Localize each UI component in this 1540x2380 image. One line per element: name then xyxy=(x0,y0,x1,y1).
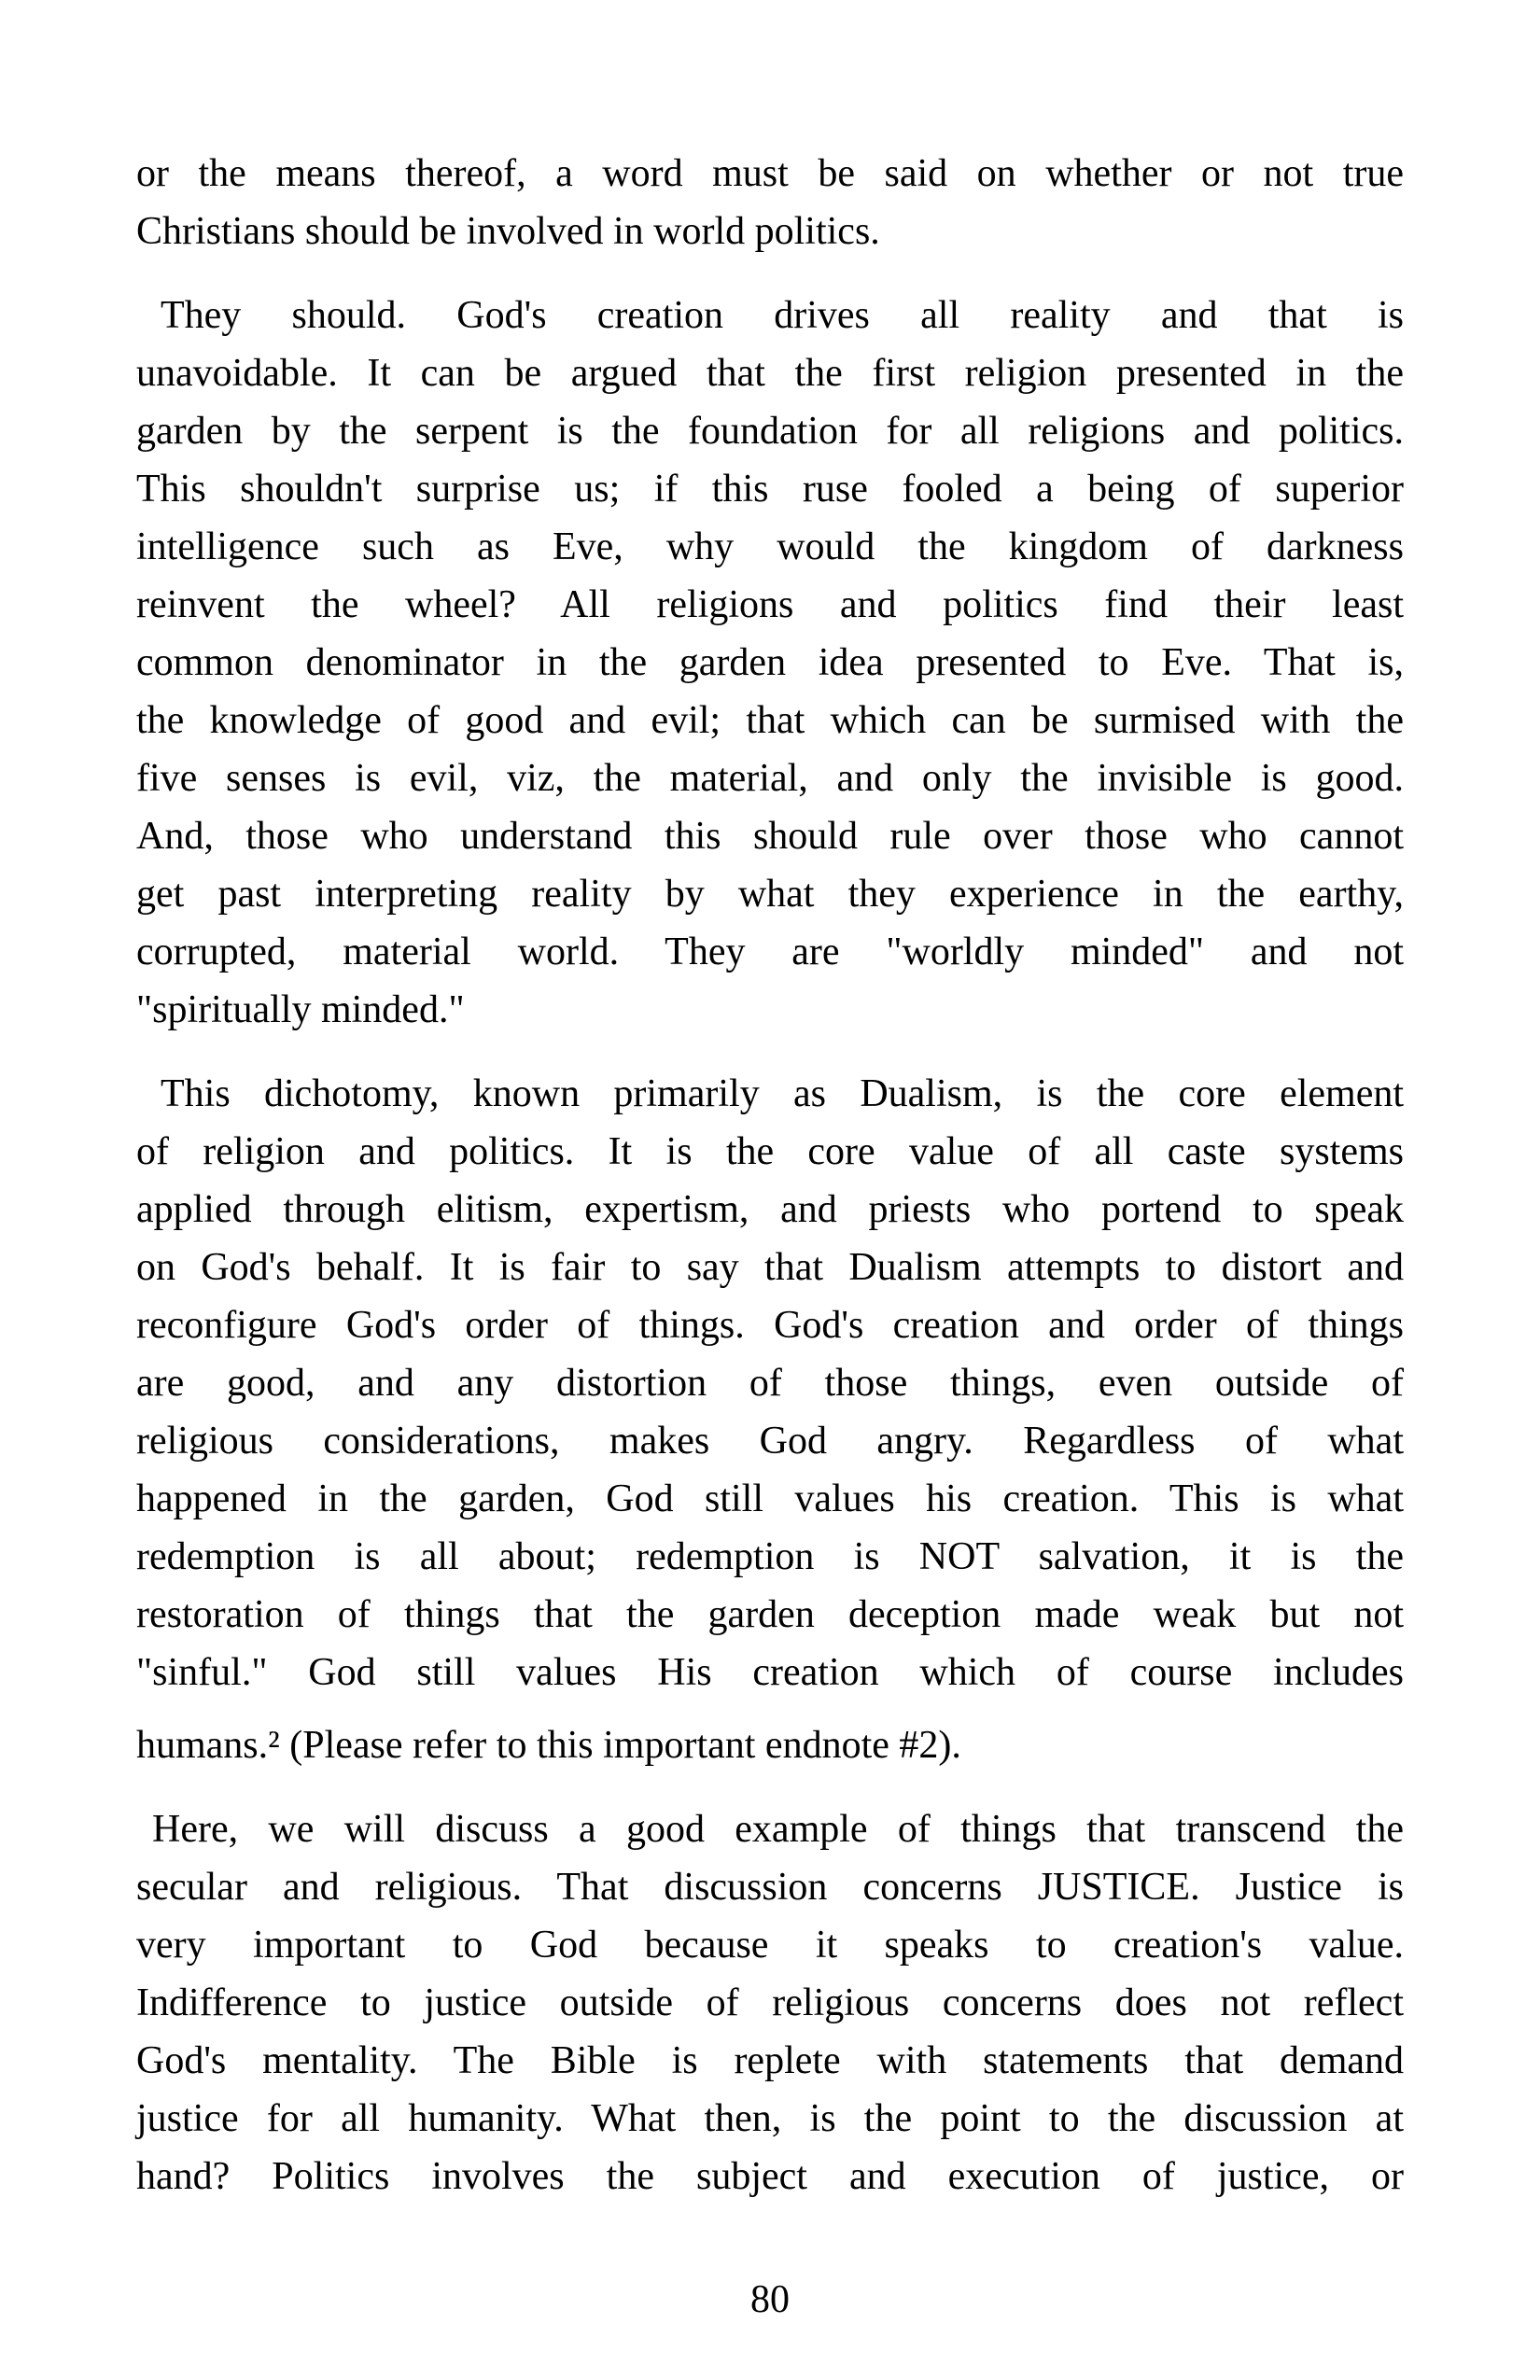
paragraph-3 xyxy=(136,1065,1404,1774)
text-line: Christians should be involved in world politics. xyxy=(136,210,880,253)
text-line: God's mentality. The Bible is replete with statements that demand xyxy=(136,2039,1404,2082)
text-line: unavoidable. It can be argued that the first religion presented in the xyxy=(136,352,1404,395)
text-line: or the means thereof, a word must be said on whether or not true xyxy=(136,152,1404,195)
page-number: 80 xyxy=(750,2278,790,2321)
text-line: hand? Politics involves the subject and execution of justice, or xyxy=(136,2155,1404,2198)
text-line: Here, we will discuss a good example of things that transcend the xyxy=(152,1808,1404,1851)
text-line: common denominator in the garden idea presented to Eve. That is, xyxy=(136,641,1404,684)
text-line: are good, and any distortion of those things, even outside of xyxy=(136,1362,1404,1405)
text-line: the knowledge of good and evil; that which can be surmised with the xyxy=(136,699,1404,742)
text-line: on God's behalf. It is fair to say that Dualism attempts to distort and xyxy=(136,1246,1404,1289)
text-line: very important to God because it speaks to creation's value. xyxy=(136,1924,1404,1967)
text-line: "spiritually minded." xyxy=(136,988,465,1031)
text-line: of religion and politics. It is the core value of all caste systems xyxy=(136,1130,1404,1173)
text-line: And, those who understand this should rule over those who cannot xyxy=(136,815,1404,858)
paragraph-4 xyxy=(136,1800,1404,2205)
paragraph-1 xyxy=(136,145,1404,260)
text-line: justice for all humanity. What then, is the point to the discussion at xyxy=(136,2097,1404,2140)
text-line: They should. God's creation drives all reality and that is xyxy=(161,294,1404,337)
text-line: This dichotomy, known primarily as Dualism, is the core element xyxy=(161,1072,1404,1115)
text-line: secular and religious. That discussion concerns JUSTICE. Justice is xyxy=(136,1866,1404,1909)
text-line: religious considerations, makes God angry. Regardless of what xyxy=(136,1420,1404,1463)
paragraph-2 xyxy=(136,287,1404,1039)
text-line: reconfigure God's order of things. God's creation and order of things xyxy=(136,1304,1404,1347)
text-line: This shouldn't surprise us; if this ruse fooled a being of superior xyxy=(136,468,1404,511)
text-line: applied through elitism, expertism, and priests who portend to speak xyxy=(136,1188,1404,1231)
text-line: reinvent the wheel? All religions and politics find their least xyxy=(136,583,1404,626)
text-line: corrupted, material world. They are "worldly minded" and not xyxy=(136,931,1404,973)
text-line: happened in the garden, God still values his creation. This is what xyxy=(136,1477,1404,1520)
text-line: restoration of things that the garden deception made weak but not xyxy=(136,1593,1404,1636)
text-line: get past interpreting reality by what they experience in the earthy, xyxy=(136,873,1404,916)
text-line: intelligence such as Eve, why would the kingdom of darkness xyxy=(136,525,1404,568)
text-line: "sinful." God still values His creation which of course includes xyxy=(136,1651,1404,1694)
text-line: Indifference to justice outside of religious concerns does not reflect xyxy=(136,1981,1404,2024)
text-line: redemption is all about; redemption is NOT salvation, it is the xyxy=(136,1535,1404,1578)
text-block xyxy=(136,145,1404,2205)
text-line: garden by the serpent is the foundation for all religions and politics. xyxy=(136,410,1404,453)
text-line-endnote-ref: humans.² (Please refer to this important endnote #2). xyxy=(136,1724,961,1767)
text-line: five senses is evil, viz, the material, and only the invisible is good. xyxy=(136,757,1404,800)
